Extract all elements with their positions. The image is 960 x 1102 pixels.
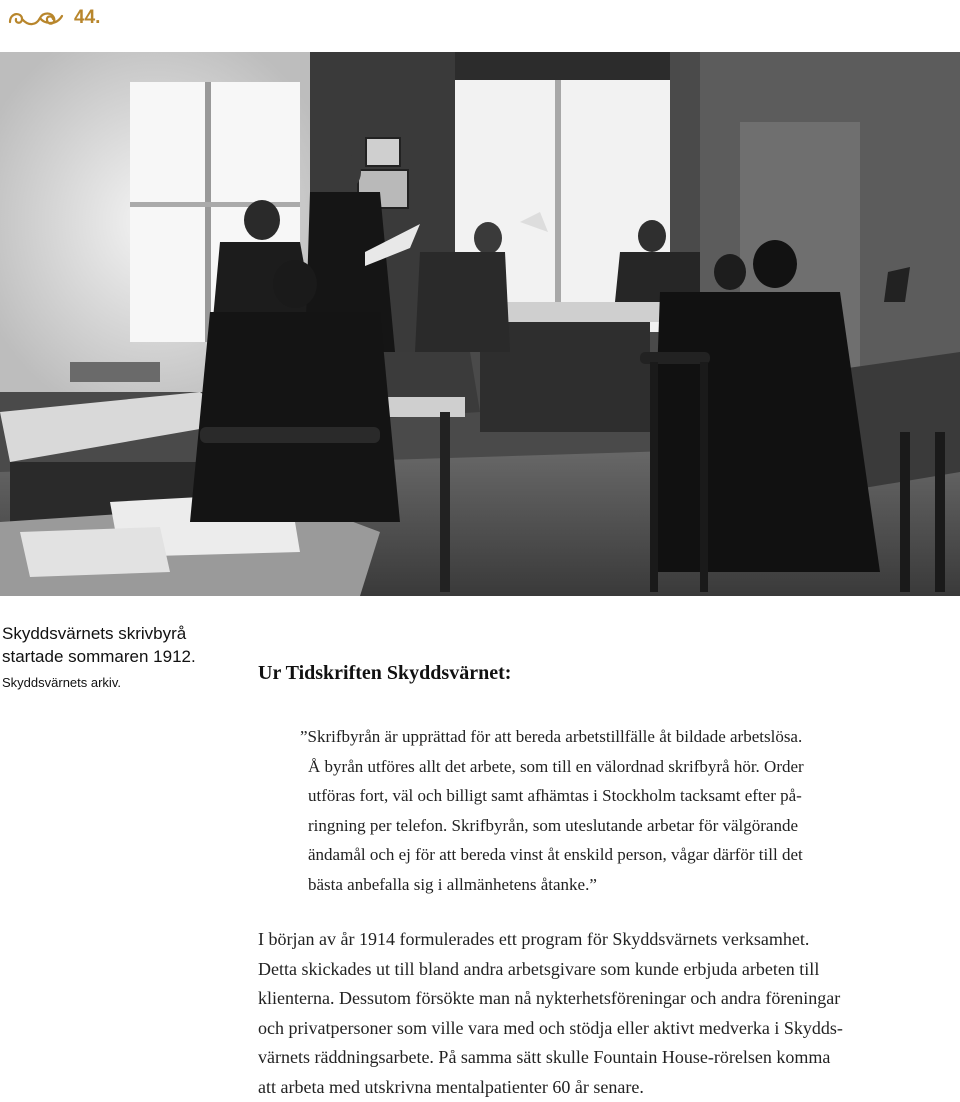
body-line: och privatpersoner som ville vara med och stödja eller aktivt medverka i Skydds-: [258, 1014, 958, 1044]
article-body: [258, 925, 958, 1102]
historic-office-photo-icon: [0, 52, 960, 596]
caption-source: Skyddsvärnets arkiv.: [2, 674, 242, 692]
body-line: Detta skickades ut till bland andra arbetsgivare som kunde erbjuda arbeten till: [258, 955, 958, 985]
body-line: att arbeta med utskrivna mentalpatienter 60 år senare.: [258, 1073, 958, 1102]
page-header: [6, 4, 100, 32]
body-line: värnets räddningsarbete. På samma sätt skulle Fountain House-rörelsen komma: [258, 1043, 958, 1073]
quote-line: ”Skrifbyrån är upprättad för att bereda arbetstillfälle åt bildade arbetslösa.: [300, 722, 900, 752]
article-quote: [300, 722, 900, 899]
body-line: I början av år 1914 formulerades ett program för Skyddsvärnets verksamhet.: [258, 925, 958, 955]
scroll-ornament-icon: [6, 6, 64, 30]
page-number: 44.: [74, 7, 100, 29]
quote-line: bästa anbefalla sig i allmänhetens åtanke.”: [300, 870, 900, 900]
quote-line: ringning per telefon. Skrifbyrån, som uteslutande arbetar för välgörande: [300, 811, 900, 841]
caption-line-1: Skyddsvärnets skrivbyrå: [2, 622, 242, 645]
body-line: klienterna. Dessutom försökte man nå nykterhetsföreningar och andra föreningar: [258, 984, 958, 1014]
quote-line: Å byrån utföres allt det arbete, som till en välordnad skrifbyrå hör. Order: [300, 752, 900, 782]
quote-line: utföras fort, väl och billigt samt afhämtas i Stockholm tacksamt efter på-: [300, 781, 900, 811]
caption-line-2: startade sommaren 1912.: [2, 645, 242, 668]
photo-caption: [2, 622, 242, 692]
quote-line: ändamål och ej för att bereda vinst åt enskild person, vågar därför till det: [300, 840, 900, 870]
article-heading: Ur Tidskriften Skyddsvärnet:: [258, 662, 511, 685]
